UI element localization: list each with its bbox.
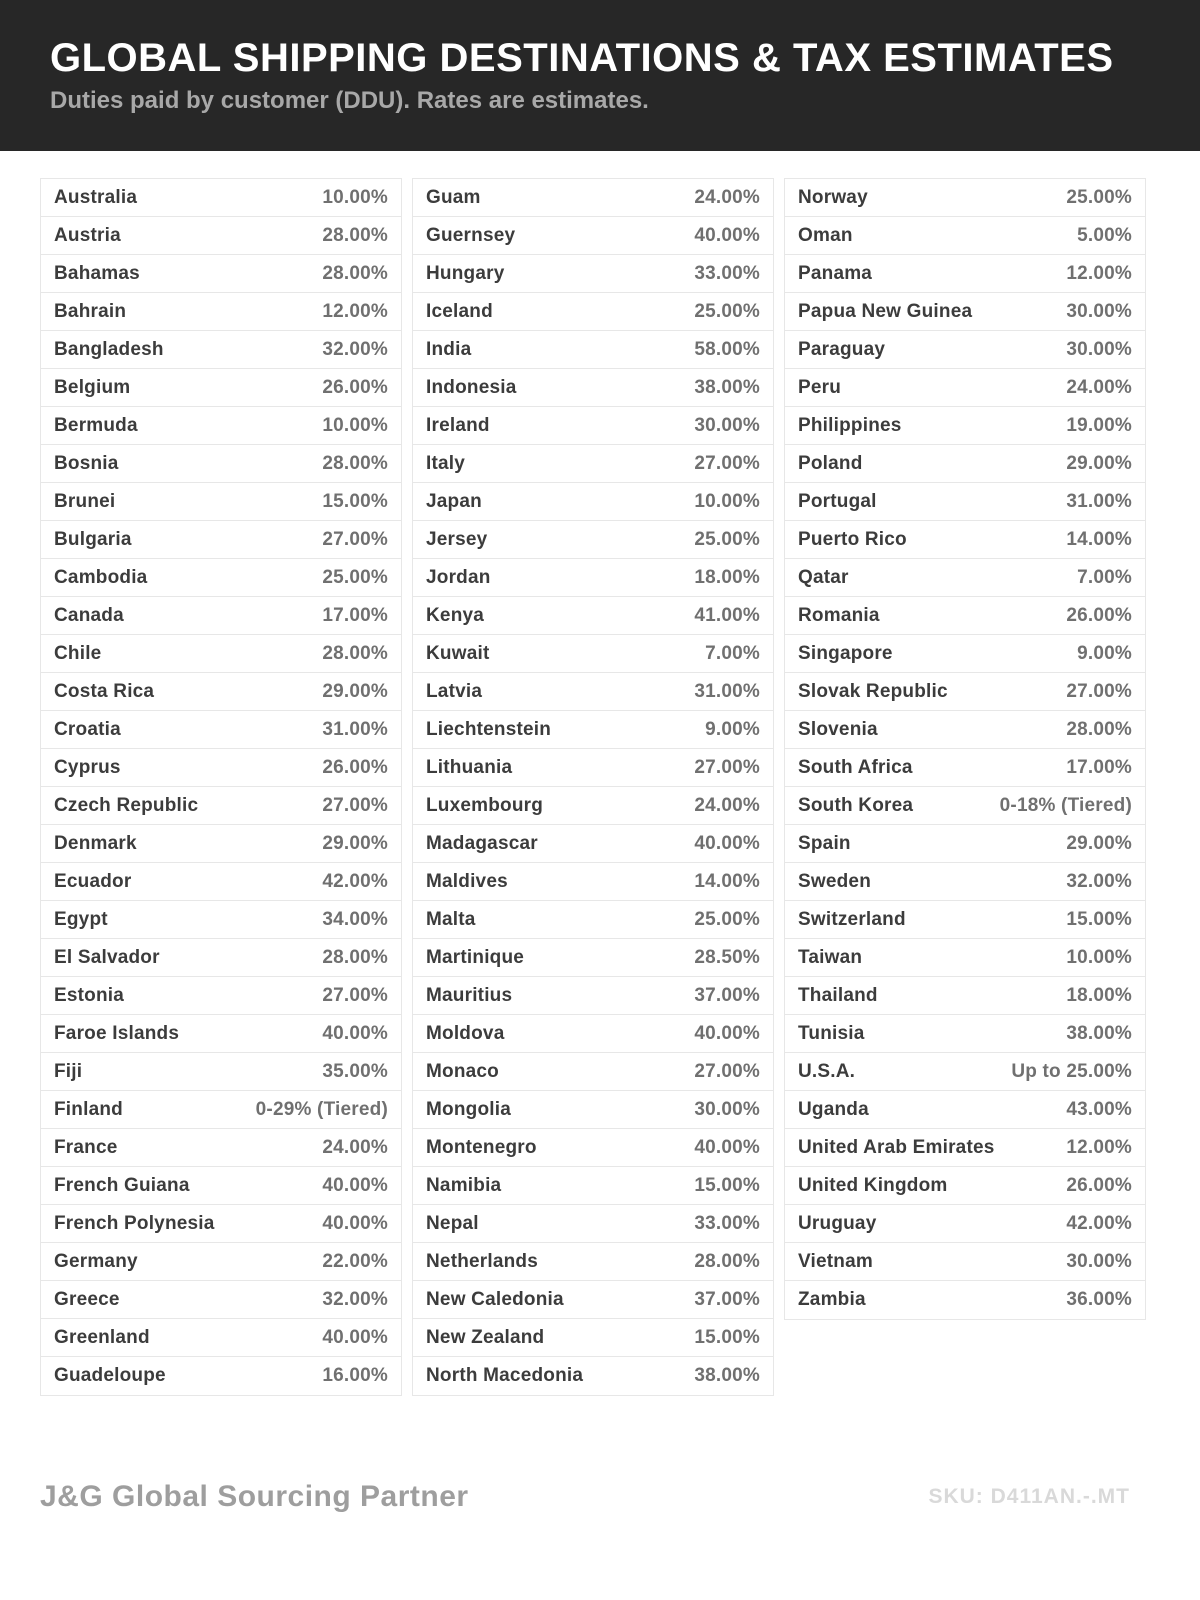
country-name: Hungary [426, 262, 505, 284]
table-row [413, 787, 773, 825]
country-name: Switzerland [798, 908, 906, 930]
country-name: Kenya [426, 604, 485, 626]
tax-rate: 40.00% [322, 1326, 388, 1348]
table-row [785, 901, 1145, 939]
tax-rate: 15.00% [694, 1174, 760, 1196]
country-name: French Guiana [54, 1174, 190, 1196]
table-row [785, 1015, 1145, 1053]
country-name: Maldives [426, 870, 508, 892]
tax-rate: 32.00% [322, 338, 388, 360]
tax-rate: 0-18% (Tiered) [999, 794, 1132, 816]
table-row [785, 255, 1145, 293]
tax-rate: 27.00% [322, 984, 388, 1006]
country-name: Greenland [54, 1326, 150, 1348]
country-name: Estonia [54, 984, 125, 1006]
country-name: Egypt [54, 908, 108, 930]
country-name: Spain [798, 832, 851, 854]
table-row [785, 217, 1145, 255]
table-row [785, 1129, 1145, 1167]
country-name: Cyprus [54, 756, 121, 778]
table-row [413, 711, 773, 749]
table-row [785, 1243, 1145, 1281]
tax-rate: 27.00% [694, 1060, 760, 1082]
tax-rate: 19.00% [1066, 414, 1132, 436]
table-row [41, 293, 401, 331]
country-name: Bermuda [54, 414, 138, 436]
tax-rate: 30.00% [1066, 338, 1132, 360]
table-row [785, 179, 1145, 217]
table-row [413, 1205, 773, 1243]
tax-rate: 14.00% [1066, 528, 1132, 550]
table-row [413, 255, 773, 293]
country-name: Thailand [798, 984, 878, 1006]
table-row [785, 521, 1145, 559]
tax-rate: 12.00% [1066, 262, 1132, 284]
tax-rate: 12.00% [322, 300, 388, 322]
tax-rate: 36.00% [1066, 1289, 1132, 1310]
tax-rate: 28.00% [322, 452, 388, 474]
tax-rate: 29.00% [322, 832, 388, 854]
table-row [413, 1357, 773, 1395]
country-name: Panama [798, 262, 873, 284]
tax-rate: 41.00% [694, 604, 760, 626]
tax-rate: 28.00% [322, 224, 388, 246]
country-name: El Salvador [54, 946, 160, 968]
table-row [413, 293, 773, 331]
country-name: Uganda [798, 1098, 869, 1120]
tax-rate: 32.00% [1066, 870, 1132, 892]
table-row [785, 711, 1145, 749]
table-row [41, 1319, 401, 1357]
country-name: Sweden [798, 870, 871, 892]
country-name: Peru [798, 376, 842, 398]
country-name: Namibia [426, 1174, 502, 1196]
country-name: U.S.A. [798, 1060, 856, 1082]
page-footer [40, 1480, 1130, 1514]
country-name: Paraguay [798, 338, 886, 360]
table-row [41, 977, 401, 1015]
country-name: Qatar [798, 566, 849, 588]
table-row [41, 749, 401, 787]
table-row [413, 1167, 773, 1205]
tax-rate: 37.00% [694, 984, 760, 1006]
tax-rate: 24.00% [694, 794, 760, 816]
tax-rate: 7.00% [1077, 566, 1132, 588]
tax-rate: 18.00% [694, 566, 760, 588]
country-name: Romania [798, 604, 880, 626]
table-row [41, 1015, 401, 1053]
tax-rate: 40.00% [322, 1174, 388, 1196]
tax-rate: 40.00% [694, 832, 760, 854]
country-name: Kuwait [426, 642, 490, 664]
table-row [41, 1091, 401, 1129]
tax-rate: 10.00% [694, 490, 760, 512]
page-title: GLOBAL SHIPPING DESTINATIONS & TAX ESTIMATES [50, 36, 1114, 80]
country-name: Taiwan [798, 946, 863, 968]
tax-rate: 38.00% [1066, 1022, 1132, 1044]
table-row [785, 407, 1145, 445]
tax-rate: 27.00% [322, 528, 388, 550]
table-row [41, 369, 401, 407]
country-name: Bosnia [54, 452, 119, 474]
country-name: Iceland [426, 300, 493, 322]
tax-rate: 17.00% [1066, 756, 1132, 778]
table-row [413, 597, 773, 635]
country-name: Oman [798, 224, 853, 246]
country-name: Canada [54, 604, 124, 626]
tax-rate: 35.00% [322, 1060, 388, 1082]
tax-rate: 26.00% [1066, 604, 1132, 626]
table-row [41, 1053, 401, 1091]
table-row [413, 1091, 773, 1129]
country-name: Tunisia [798, 1022, 865, 1044]
tax-rate: 31.00% [694, 680, 760, 702]
country-name: Puerto Rico [798, 528, 907, 550]
tax-rate: 26.00% [322, 376, 388, 398]
table-row [413, 217, 773, 255]
tax-rate: 27.00% [322, 794, 388, 816]
table-row [41, 1357, 401, 1395]
country-name: Lithuania [426, 756, 513, 778]
tax-rate: 28.00% [322, 642, 388, 664]
country-name: Martinique [426, 946, 525, 968]
tax-rate: 40.00% [694, 224, 760, 246]
table-row [413, 1053, 773, 1091]
table-row [785, 635, 1145, 673]
table-row [785, 1281, 1145, 1319]
table-row [41, 1205, 401, 1243]
country-name: Bulgaria [54, 528, 132, 550]
country-name: Costa Rica [54, 680, 155, 702]
page-subtitle: Duties paid by customer (DDU). Rates are estimates. [50, 87, 649, 114]
table-row [41, 331, 401, 369]
country-name: South Africa [798, 756, 913, 778]
tax-rate: 30.00% [1066, 300, 1132, 322]
table-row [785, 1091, 1145, 1129]
tax-rate: 33.00% [694, 262, 760, 284]
country-name: Ecuador [54, 870, 132, 892]
table-row [41, 217, 401, 255]
country-name: French Polynesia [54, 1212, 215, 1234]
country-name: Fiji [54, 1060, 83, 1082]
country-name: Latvia [426, 680, 483, 702]
tax-rate: 27.00% [1066, 680, 1132, 702]
table-row [41, 1129, 401, 1167]
country-name: Poland [798, 452, 863, 474]
table-row [785, 939, 1145, 977]
table-row [413, 1319, 773, 1357]
country-name: Guam [426, 186, 481, 208]
table-row [41, 255, 401, 293]
table-row [41, 901, 401, 939]
country-name: Montenegro [426, 1136, 537, 1158]
country-name: Portugal [798, 490, 877, 512]
tax-rate: 24.00% [694, 186, 760, 208]
country-name: Luxembourg [426, 794, 544, 816]
tax-rate: 22.00% [322, 1250, 388, 1272]
tax-rate: 31.00% [1066, 490, 1132, 512]
tax-rate: 29.00% [1066, 832, 1132, 854]
country-name: New Caledonia [426, 1288, 564, 1310]
table-row [785, 293, 1145, 331]
country-name: India [426, 338, 472, 360]
table-row [41, 179, 401, 217]
table-row [785, 1053, 1145, 1091]
table-row [413, 445, 773, 483]
table-row [413, 939, 773, 977]
tax-rate: 31.00% [322, 718, 388, 740]
country-name: Italy [426, 452, 466, 474]
table-row [785, 749, 1145, 787]
country-name: Jordan [426, 566, 491, 588]
tax-rate: 30.00% [694, 414, 760, 436]
tax-rate: 15.00% [1066, 908, 1132, 930]
table-row [413, 331, 773, 369]
tax-rate: 25.00% [694, 528, 760, 550]
country-name: Germany [54, 1250, 138, 1272]
country-name: Guadeloupe [54, 1365, 166, 1386]
tax-rate: 24.00% [1066, 376, 1132, 398]
tax-rate: 15.00% [694, 1326, 760, 1348]
tax-rate: 28.50% [694, 946, 760, 968]
footer-brand: J&G Global Sourcing Partner [40, 1480, 469, 1513]
tax-rate: 40.00% [322, 1212, 388, 1234]
tax-rate: 28.00% [322, 946, 388, 968]
tax-rate: 9.00% [705, 718, 760, 740]
country-name: Mongolia [426, 1098, 511, 1120]
tax-rate: 30.00% [1066, 1250, 1132, 1272]
country-name: Cambodia [54, 566, 148, 588]
tax-rate: 25.00% [322, 566, 388, 588]
table-row [413, 483, 773, 521]
rates-column [784, 178, 1146, 1320]
tax-rate: 25.00% [694, 300, 760, 322]
tax-rate: 14.00% [694, 870, 760, 892]
country-name: Japan [426, 490, 482, 512]
tax-rate: 42.00% [322, 870, 388, 892]
country-name: Madagascar [426, 832, 538, 854]
table-row [41, 673, 401, 711]
tax-rate: 38.00% [694, 1365, 760, 1386]
tax-rate: 32.00% [322, 1288, 388, 1310]
country-name: Zambia [798, 1289, 866, 1310]
table-row [41, 711, 401, 749]
tax-rate: 40.00% [322, 1022, 388, 1044]
tax-rate: Up to 25.00% [1011, 1060, 1132, 1082]
tax-rate: 18.00% [1066, 984, 1132, 1006]
tax-rate: 27.00% [694, 452, 760, 474]
rates-column [40, 178, 402, 1396]
table-row [413, 1243, 773, 1281]
table-row [785, 787, 1145, 825]
tax-rate: 26.00% [322, 756, 388, 778]
country-name: Finland [54, 1098, 123, 1120]
table-row [41, 1281, 401, 1319]
table-row [413, 977, 773, 1015]
country-name: Czech Republic [54, 794, 199, 816]
rates-column [412, 178, 774, 1396]
table-row [785, 673, 1145, 711]
table-row [785, 1205, 1145, 1243]
country-name: Malta [426, 908, 476, 930]
table-row [41, 445, 401, 483]
table-row [413, 673, 773, 711]
country-name: Croatia [54, 718, 121, 740]
table-row [413, 825, 773, 863]
tax-rate: 28.00% [1066, 718, 1132, 740]
country-name: Papua New Guinea [798, 300, 973, 322]
table-row [785, 825, 1145, 863]
page-header [0, 0, 1200, 151]
tax-rate: 10.00% [1066, 946, 1132, 968]
country-name: Bahrain [54, 300, 127, 322]
country-name: New Zealand [426, 1326, 545, 1348]
tax-rate: 0-29% (Tiered) [255, 1098, 388, 1120]
table-row [413, 1015, 773, 1053]
tax-rate: 29.00% [322, 680, 388, 702]
table-row [41, 787, 401, 825]
country-name: Ireland [426, 414, 490, 436]
tax-rate: 27.00% [694, 756, 760, 778]
country-name: Indonesia [426, 376, 517, 398]
tax-rate: 5.00% [1077, 224, 1132, 246]
tax-rate: 17.00% [322, 604, 388, 626]
country-name: North Macedonia [426, 1365, 584, 1386]
tax-rate: 25.00% [694, 908, 760, 930]
table-row [413, 863, 773, 901]
table-row [413, 179, 773, 217]
table-row [785, 863, 1145, 901]
tax-rate: 10.00% [322, 186, 388, 208]
country-name: Philippines [798, 414, 902, 436]
table-row [413, 407, 773, 445]
tax-rate: 29.00% [1066, 452, 1132, 474]
table-row [41, 939, 401, 977]
table-row [413, 559, 773, 597]
country-name: Moldova [426, 1022, 505, 1044]
country-name: Denmark [54, 832, 137, 854]
table-row [413, 749, 773, 787]
country-name: Bahamas [54, 262, 140, 284]
table-row [413, 521, 773, 559]
tax-rate: 10.00% [322, 414, 388, 436]
table-row [413, 901, 773, 939]
country-name: Jersey [426, 528, 488, 550]
country-name: Nepal [426, 1212, 479, 1234]
country-name: Singapore [798, 642, 893, 664]
tax-rate: 12.00% [1066, 1136, 1132, 1158]
tax-rate: 34.00% [322, 908, 388, 930]
country-name: Slovak Republic [798, 680, 948, 702]
tax-rate: 40.00% [694, 1136, 760, 1158]
tax-rate: 38.00% [694, 376, 760, 398]
country-name: South Korea [798, 794, 914, 816]
tax-rate: 30.00% [694, 1098, 760, 1120]
country-name: France [54, 1136, 118, 1158]
footer-sku: SKU: D411AN.-.MT [928, 1485, 1130, 1508]
country-name: Mauritius [426, 984, 513, 1006]
tax-rate: 42.00% [1066, 1212, 1132, 1234]
country-name: Vietnam [798, 1250, 873, 1272]
tax-rate: 43.00% [1066, 1098, 1132, 1120]
table-row [41, 483, 401, 521]
table-row [41, 825, 401, 863]
country-name: Brunei [54, 490, 116, 512]
rates-grid [40, 178, 1146, 1396]
tax-rate: 58.00% [694, 338, 760, 360]
country-name: Monaco [426, 1060, 499, 1082]
country-name: Guernsey [426, 224, 516, 246]
country-name: Netherlands [426, 1250, 539, 1272]
table-row [785, 559, 1145, 597]
tax-rate: 15.00% [322, 490, 388, 512]
table-row [785, 483, 1145, 521]
country-name: Slovenia [798, 718, 878, 740]
table-row [41, 521, 401, 559]
table-row [785, 331, 1145, 369]
table-row [41, 559, 401, 597]
tax-rate: 37.00% [694, 1288, 760, 1310]
country-name: United Kingdom [798, 1174, 948, 1196]
table-row [785, 445, 1145, 483]
table-row [413, 635, 773, 673]
country-name: Uruguay [798, 1212, 877, 1234]
tax-rate: 40.00% [694, 1022, 760, 1044]
country-name: Chile [54, 642, 102, 664]
country-name: United Arab Emirates [798, 1136, 995, 1158]
table-row [785, 1167, 1145, 1205]
country-name: Liechtenstein [426, 718, 552, 740]
country-name: Australia [54, 186, 138, 208]
table-row [41, 1167, 401, 1205]
table-row [413, 1281, 773, 1319]
tax-rate: 28.00% [694, 1250, 760, 1272]
table-row [41, 597, 401, 635]
table-row [41, 863, 401, 901]
country-name: Greece [54, 1288, 120, 1310]
table-row [785, 597, 1145, 635]
tax-rate: 26.00% [1066, 1174, 1132, 1196]
tax-rate: 33.00% [694, 1212, 760, 1234]
tax-rate: 28.00% [322, 262, 388, 284]
country-name: Norway [798, 186, 868, 208]
tax-rate: 16.00% [322, 1365, 388, 1386]
country-name: Faroe Islands [54, 1022, 180, 1044]
table-row [785, 369, 1145, 407]
table-row [41, 1243, 401, 1281]
tax-rate: 25.00% [1066, 186, 1132, 208]
tax-rate: 9.00% [1077, 642, 1132, 664]
table-row [413, 1129, 773, 1167]
country-name: Belgium [54, 376, 131, 398]
tax-rate: 24.00% [322, 1136, 388, 1158]
country-name: Austria [54, 224, 121, 246]
table-row [413, 369, 773, 407]
table-row [41, 635, 401, 673]
tax-rate: 7.00% [705, 642, 760, 664]
country-name: Bangladesh [54, 338, 164, 360]
table-row [785, 977, 1145, 1015]
table-row [41, 407, 401, 445]
